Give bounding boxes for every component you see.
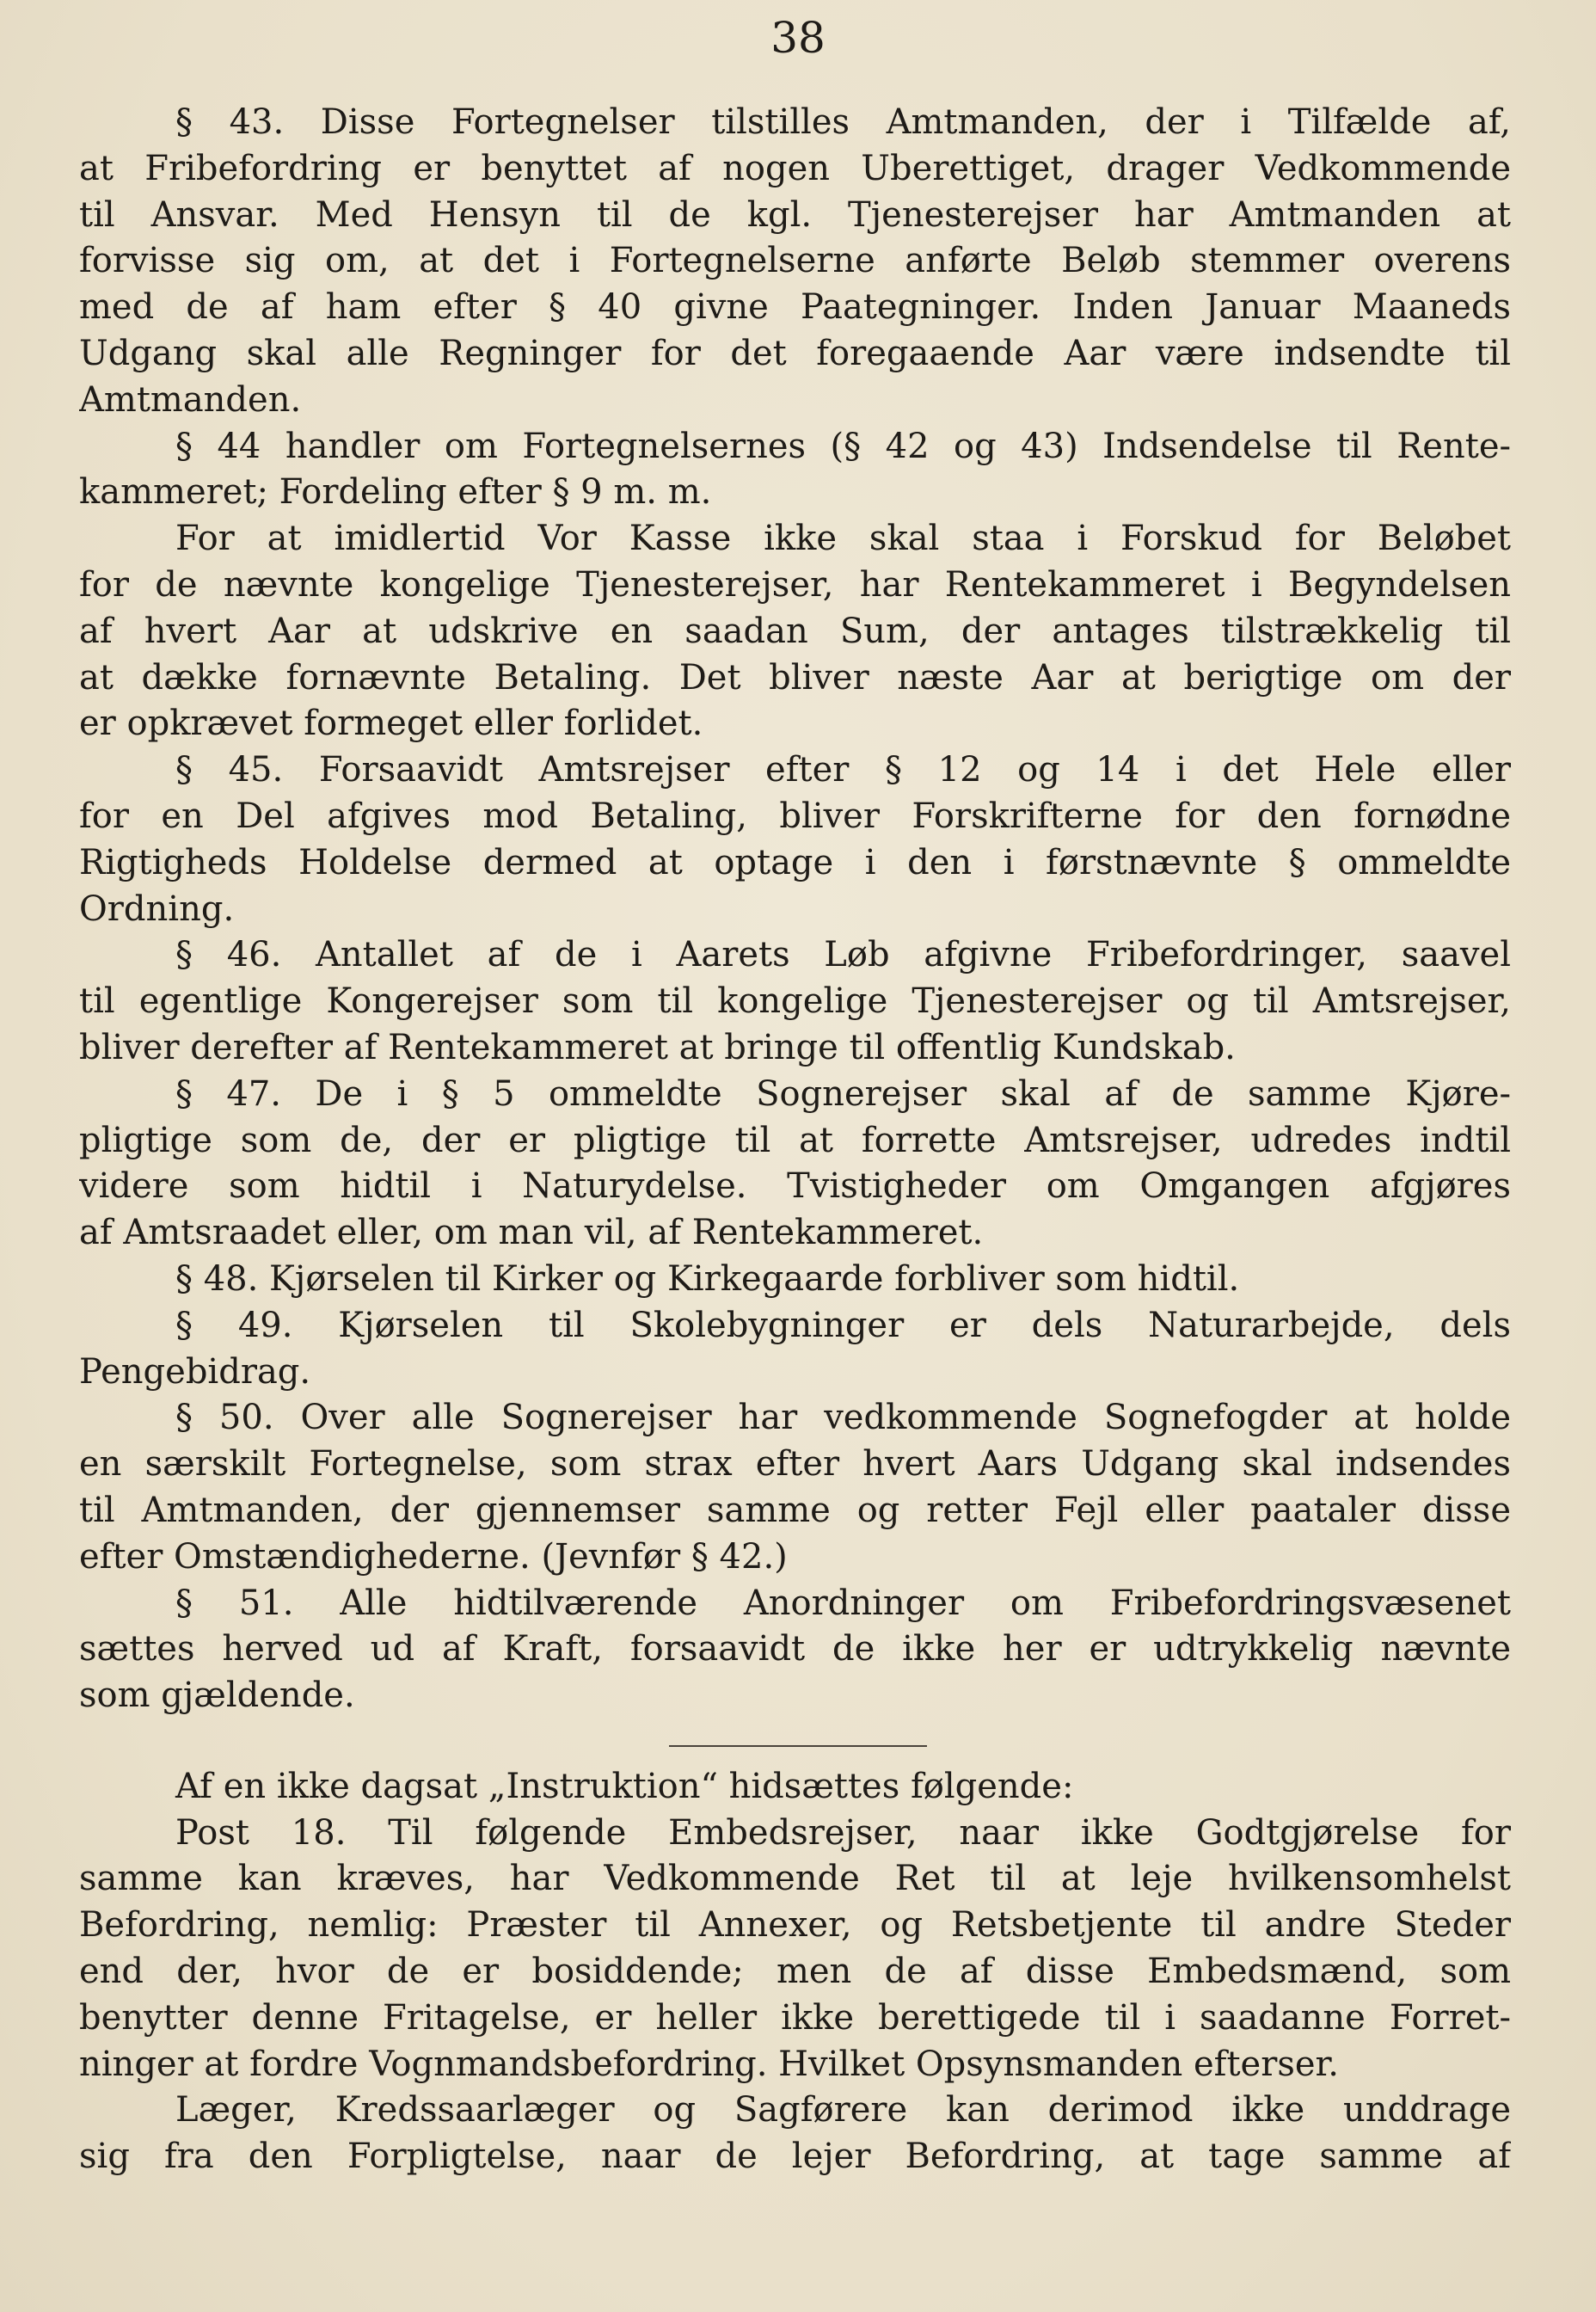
paragraph-doctors bbox=[79, 2088, 1511, 2180]
text-line: Post 18. Til følgende Embedsrejser, naar ikke Godtgjørelse for bbox=[175, 1812, 1511, 1853]
paragraph-advance-payment bbox=[79, 516, 1511, 747]
text-line: er opkrævet formeget eller forlidet. bbox=[79, 704, 703, 744]
paragraph-section-49 bbox=[79, 1303, 1511, 1396]
text-line: Amtmanden. bbox=[79, 379, 302, 420]
page-body bbox=[79, 100, 1511, 2180]
text-line: § 47. De i § 5 ommeldte Sognerejser skal af de samme Kjøre- bbox=[175, 1073, 1511, 1114]
paragraph-section-47 bbox=[79, 1072, 1511, 1257]
text-line: efter Omstændighederne. (Jevnfør § 42.) bbox=[79, 1536, 788, 1577]
page-number: 38 bbox=[770, 13, 826, 63]
paragraph-section-44 bbox=[79, 424, 1511, 517]
text-line: kammeret; Fordeling efter § 9 m. m. bbox=[79, 472, 712, 513]
text-line: at Fribefordring er benyttet af nogen Uberettiget, drager Vedkommende bbox=[79, 148, 1511, 188]
paragraph-section-48 bbox=[79, 1257, 1511, 1303]
text-line: til egentlige Kongerejser som til kongelige Tjenesterejser og til Amtsrejser, bbox=[79, 981, 1511, 1022]
text-line: § 46. Antallet af de i Aarets Løb afgivne Fribefordringer, saavel bbox=[175, 935, 1511, 975]
paragraph-section-46 bbox=[79, 932, 1511, 1071]
text-line: som gjældende. bbox=[79, 1676, 355, 1716]
text-line: Ordning. bbox=[79, 889, 235, 929]
text-line: end der, hvor de er bosiddende; men de af disse Embedsmænd, som bbox=[79, 1952, 1511, 1992]
paragraph-section-51 bbox=[79, 1581, 1511, 1719]
text-line: § 44 handler om Fortegnelsernes (§ 42 og 43) Indsendelse til Rente- bbox=[175, 426, 1511, 466]
text-line: § 43. Disse Fortegnelser tilstilles Amtmanden, der i Tilfælde af, bbox=[175, 102, 1511, 142]
text-line: til Ansvar. Med Hensyn til de kgl. Tjenesterejser har Amtmanden at bbox=[79, 194, 1511, 235]
text-line: med de af ham efter § 40 givne Paategninger. Inden Januar Maaneds bbox=[79, 287, 1511, 328]
text-line: § 51. Alle hidtilværende Anordninger om Fribefordringsvæsenet bbox=[175, 1583, 1511, 1623]
paragraph-section-43 bbox=[79, 100, 1511, 424]
text-line: Udgang skal alle Regninger for det foregaaende Aar være indsendte til bbox=[79, 333, 1511, 373]
text-line: for de nævnte kongelige Tjenesterejser, har Rentekammeret i Begyndelsen bbox=[79, 564, 1511, 605]
text-line: Befordring, nemlig: Præster til Annexer, og Retsbetjente til andre Steder bbox=[79, 1905, 1511, 1946]
text-line: benytter denne Fritagelse, er heller ikke berettigede til i saadanne Forret- bbox=[79, 1997, 1511, 2038]
text-line: For at imidlertid Vor Kasse ikke skal staa i Forskud for Beløbet bbox=[175, 519, 1511, 559]
text-line: § 45. Forsaavidt Amtsrejser efter § 12 og 14 i det Hele eller bbox=[175, 750, 1511, 790]
text-line: pligtige som de, der er pligtige til at forrette Amtsrejser, udredes indtil bbox=[79, 1120, 1511, 1160]
text-line: af hvert Aar at udskrive en saadan Sum, der antages tilstrækkelig til bbox=[79, 611, 1511, 651]
text-line: Pengebidrag. bbox=[79, 1351, 311, 1392]
paragraph-instruction-intro bbox=[79, 1764, 1511, 1811]
text-line: for en Del afgives mod Betaling, bliver Forskrifterne for den fornødne bbox=[79, 796, 1511, 836]
paragraph-section-50 bbox=[79, 1395, 1511, 1580]
text-line: ninger at fordre Vognmandsbefordring. Hvilket Opsynsmanden efterser. bbox=[79, 2044, 1339, 2084]
paragraph-section-45 bbox=[79, 747, 1511, 932]
text-line: videre som hidtil i Naturydelse. Tvistigheder om Omgangen afgjøres bbox=[79, 1166, 1511, 1207]
text-line: Af en ikke dagsat „Instruktion“ hidsættes følgende: bbox=[175, 1766, 1074, 1806]
text-line: en særskilt Fortegnelse, som strax efter hvert Aars Udgang skal indsendes bbox=[79, 1444, 1511, 1485]
text-line: at dække fornævnte Betaling. Det bliver næste Aar at berigtige om der bbox=[79, 657, 1511, 698]
text-line: til Amtmanden, der gjennemser samme og retter Fejl eller paataler disse bbox=[79, 1490, 1511, 1530]
section-divider bbox=[669, 1745, 927, 1747]
text-line: bliver derefter af Rentekammeret at bringe til offentlig Kundskab. bbox=[79, 1027, 1236, 1067]
text-line: sættes herved ud af Kraft, forsaavidt de ikke her er udtrykkelig nævnte bbox=[79, 1629, 1511, 1669]
text-line: § 49. Kjørselen til Skolebygninger er dels Naturarbejde, dels bbox=[175, 1305, 1511, 1345]
text-line: § 48. Kjørselen til Kirker og Kirkegaarde forbliver som hidtil. bbox=[175, 1258, 1240, 1299]
text-line: Rigtigheds Holdelse dermed at optage i den i førstnævnte § ommeldte bbox=[79, 842, 1511, 882]
text-line: § 50. Over alle Sognerejser har vedkommende Sognefogder at holde bbox=[175, 1398, 1511, 1438]
text-line: samme kan kræves, har Vedkommende Ret til at leje hvilkensomhelst bbox=[79, 1859, 1511, 1899]
paragraph-post-18 bbox=[79, 1811, 1511, 2088]
text-line: af Amtsraadet eller, om man vil, af Rentekammeret. bbox=[79, 1213, 984, 1253]
text-line: Læger, Kredssaarlæger og Sagførere kan derimod ikke unddrage bbox=[175, 2090, 1511, 2131]
text-line: forvisse sig om, at det i Fortegnelserne anførte Beløb stemmer overens bbox=[79, 241, 1511, 281]
text-line: sig fra den Forpligtelse, naar de lejer Befordring, at tage samme af bbox=[79, 2137, 1511, 2177]
